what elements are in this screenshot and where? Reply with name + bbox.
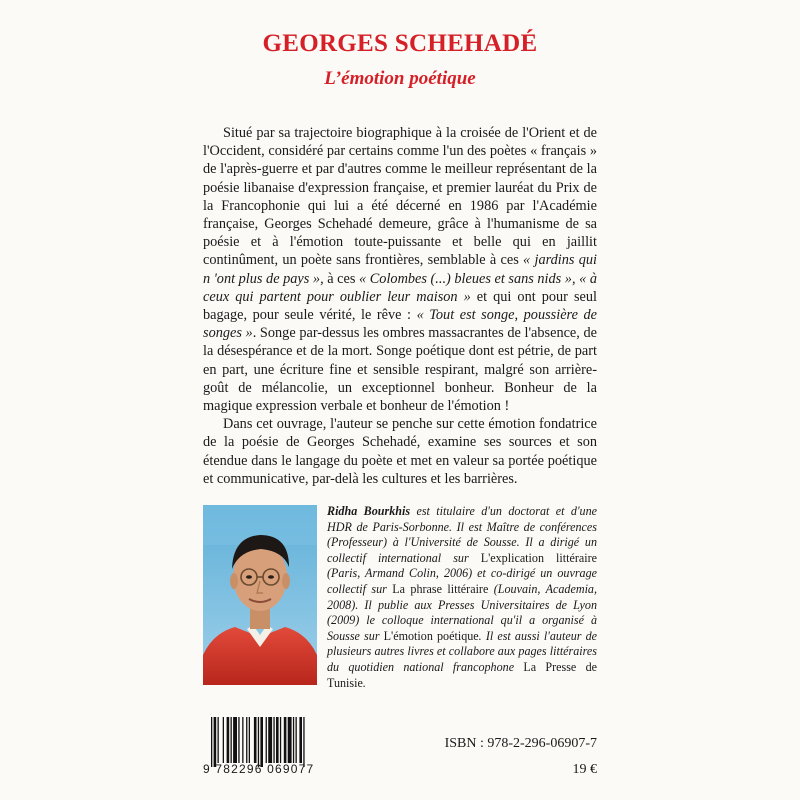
blurb-text-run: et qui ont pour seul bagage, pour seule vérité, le rêve : <box>203 288 597 324</box>
barcode-bar <box>293 717 294 763</box>
blurb-paragraph-1 <box>203 124 597 415</box>
bio-text-run: (Paris, Armand Colin, 2006) et co-dirigé un ouvrage collectif sur <box>327 566 597 596</box>
author-portrait-image <box>203 505 317 685</box>
barcode-bar <box>218 717 219 763</box>
barcode-bar <box>276 717 279 763</box>
barcode-bar <box>288 717 292 763</box>
barcode-bar <box>223 717 224 763</box>
barcode-bar <box>249 717 250 763</box>
blurb-text-run: . Songe par-dessus les ombres massacrantes de l'absence, de la désespérance et de la mort. Songe poétique dont est pétrie, de part en part, une écriture fine et sensible respirant, malgré son arrière-goût de mélancolie, un exceptionnel bonheur. Bonheur de la magique expression verbale et bonheur de l'émotion ! <box>203 325 597 415</box>
barcode-bar <box>227 717 230 763</box>
bio-text-run: (Louvain, Academia, 2008). Il publie aux Presses Universitaires de Lyon (2009) le colloque international qu'il a organisé à Sousse sur <box>327 581 597 643</box>
barcode-bar <box>254 717 257 763</box>
author-bio <box>327 504 597 691</box>
barcode-bar <box>214 717 217 767</box>
blurb-text <box>203 124 597 488</box>
barcode-bar <box>284 717 287 763</box>
barcode-bar <box>233 717 237 763</box>
bio-text-run: est titulaire d'un doctorat et d'une HDR de Paris-Sorbonne. Il est Maître de conférences (Professeur) à l'Université de Sousse. Il a dirigé un collectif international sur <box>327 504 597 565</box>
blurb-quote: « jardins qui n 'ont plus de pays » <box>203 252 597 287</box>
blurb-text-run: , à ces <box>320 270 360 287</box>
book-title: GEORGES SCHEHADÉ <box>262 30 538 57</box>
author-photo <box>203 505 317 685</box>
barcode-bar <box>280 717 281 763</box>
barcode-bar <box>238 717 239 763</box>
blurb-text-run: , <box>571 270 580 287</box>
barcode-bar <box>242 717 243 763</box>
barcode-bar <box>260 717 263 767</box>
blurb-quote: « à ceux qui partent pour oublier leur maison » <box>203 270 598 305</box>
barcode-bar <box>231 717 232 763</box>
blurb-quote: « Tout est songe, poussière de songes » <box>203 307 597 342</box>
barcode-bar <box>211 717 212 767</box>
barcode-bar <box>246 717 247 763</box>
bio-text-run: . Il est aussi l'auteur de plusieurs autres livres et collabore aux pages littéraires du quotidien national francophone <box>327 628 597 674</box>
barcode-bar <box>299 717 302 763</box>
barcode-bar <box>266 717 267 763</box>
barcode-bar <box>268 717 272 763</box>
barcode-digits: 9 782296 069077 <box>203 762 315 776</box>
bio-book-title: L'explication littéraire <box>480 550 598 565</box>
barcode-bar <box>296 717 297 763</box>
book-price: 19 € <box>572 762 597 777</box>
author-name: Ridha Bourkhis <box>327 504 411 518</box>
bio-text-run: . <box>362 675 366 690</box>
barcode-bar <box>273 717 274 763</box>
barcode-bar <box>303 717 304 767</box>
blurb-quote: « Colombes (...) bleues et sans nids » <box>359 270 572 287</box>
bio-book-title: L'émotion poétique <box>383 628 479 643</box>
blurb-text-run: Situé par sa trajectoire biographique à la croisée de l'Orient et de l'Occident, considéré par certains comme l'un des poètes « français » de l'après-guerre et par d'autres comme le meilleur représentant de la poésie libanaise d'expression française, et premier lauréat du Prix de la Francophonie qui lui a été décerné en 1986 par l'Académie française, Georges Schehadé demeure, grâce à l'humanisme de sa poésie et à l'émotion toute-puissante et belle qui en jaillit continûment, un poète sans frontières, semblable à ces <box>203 125 597 269</box>
book-subtitle: L’émotion poétique <box>324 68 476 89</box>
blurb-paragraph-2: Dans cet ouvrage, l'auteur se penche sur cette émotion fondatrice de la poésie de Georges Schehadé, examine ses sources et son étendue dans le langage du poète et met en valeur sa portée poétique et communicative, par-delà les cultures et les barrières. <box>203 416 597 487</box>
bio-book-title: La phrase littéraire <box>392 581 489 596</box>
barcode-bar <box>258 717 259 767</box>
bio-newspaper-title: La Presse de Tunisie <box>327 659 597 690</box>
isbn-number: ISBN : 978-2-296-06907-7 <box>444 736 597 751</box>
